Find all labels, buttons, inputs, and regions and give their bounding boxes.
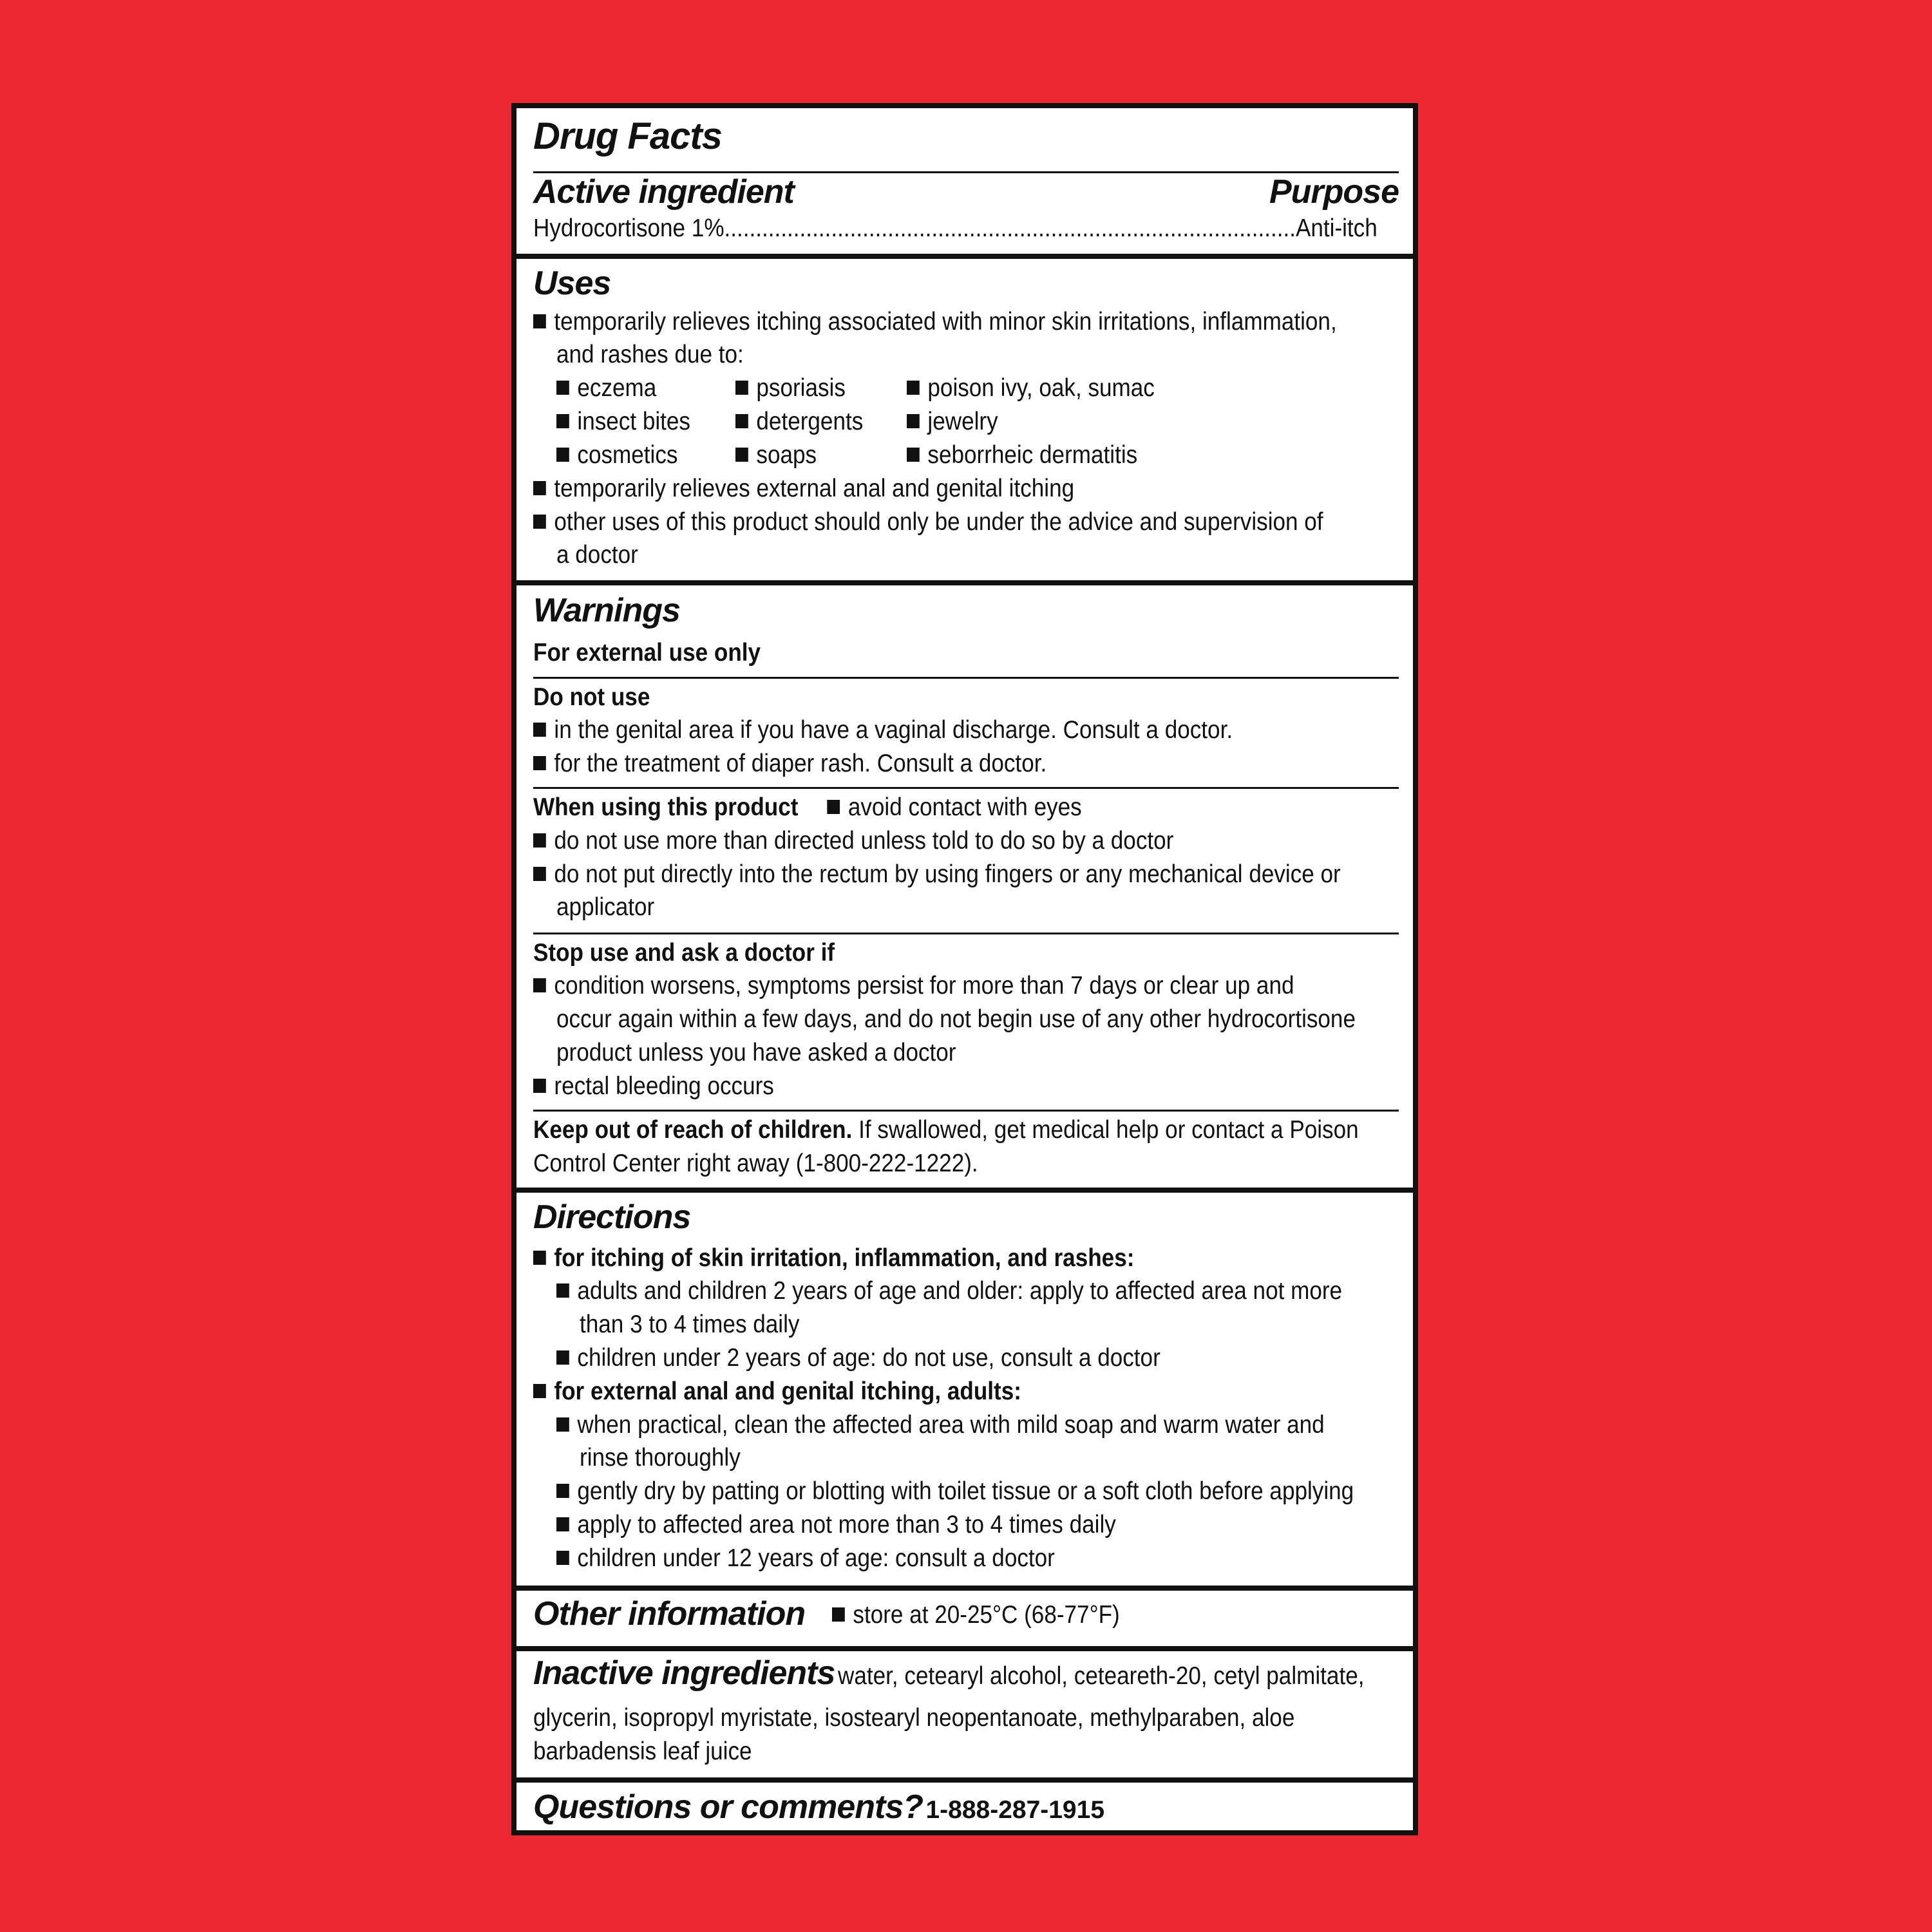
keep-out-heading: Keep out of reach of children. [533,1116,853,1144]
warnings-title: Warnings [533,592,680,629]
bullet-icon [556,1283,569,1298]
bullet-icon [556,381,569,395]
bullet-icon [533,978,546,992]
bullet-icon [533,481,546,495]
section-separator [516,1646,1413,1651]
section-separator [516,254,1413,259]
bullet-icon [556,1350,569,1365]
active-ingredient-label: Active ingredient [533,173,794,211]
bullet-icon [533,1079,546,1093]
section-separator [516,1188,1413,1193]
section-separator [516,1777,1413,1783]
directions-item: for external anal and genital itching, adults: [533,1378,1021,1406]
uses-grid-item: poison ivy, oak, sumac [907,374,1155,402]
uses-grid-item: cosmetics [556,441,677,469]
uses-grid-item: seborrheic dermatitis [907,441,1137,469]
bullet-icon [556,448,569,462]
bullet-icon [556,1484,569,1498]
drug-facts-panel [511,103,1418,1835]
stop-use-heading: Stop use and ask a doctor if [533,939,835,967]
bullet-icon [735,414,748,428]
when-using-row: When using this product avoid contact with eyes [533,793,1082,821]
drug-facts-title: Drug Facts [533,115,722,157]
uses-item: temporarily relieves itching associated with minor skin irritations, inflammation, [533,308,1337,336]
uses-grid-item: psoriasis [735,374,846,402]
bullet-icon [556,414,569,428]
other-information-title: Other information [533,1595,806,1633]
bullet-icon [907,448,920,462]
bullet-icon [533,1251,546,1265]
bullet-icon [533,867,546,881]
warning-item-cont: product unless you have asked a doctor [556,1039,956,1066]
bullet-icon [533,314,546,328]
bullet-icon [556,1551,569,1565]
uses-item: other uses of this product should only be under the advice and supervision of [533,508,1323,536]
bullet-icon [735,448,748,462]
uses-grid-item: detergents [735,408,863,436]
uses-grid-item: eczema [556,374,656,402]
section-separator [516,1586,1413,1591]
directions-subitem-cont: rinse thoroughly [580,1444,741,1472]
bullet-icon [533,723,546,737]
divider [533,1110,1399,1112]
other-information-item: store at 20-25°C (68-77°F) [832,1601,1120,1629]
divider [533,933,1399,934]
inactive-ingredients-cont: glycerin, isopropyl myristate, isostearyl neopentanoate, methylparaben, aloe [533,1704,1295,1732]
warning-item-cont: applicator [556,893,655,921]
active-ingredient-row [533,214,1403,243]
bullet-icon [907,414,920,428]
uses-grid-item: jewelry [907,408,998,436]
directions-subitem: children under 12 years of age: consult a doctor [556,1544,1055,1573]
directions-subitem: when practical, clean the affected area with mild soap and warm water and [556,1411,1325,1439]
uses-item-cont: and rashes due to: [556,341,744,368]
divider [533,787,1399,789]
uses-item: temporarily relieves external anal and genital itching [533,475,1074,503]
directions-title: Directions [533,1198,691,1236]
warning-item: do not use more than directed unless told to do so by a doctor [533,827,1173,855]
bullet-icon [533,833,546,848]
divider [533,677,1399,679]
keep-out-line-cont: Control Center right away (1-800-222-1222). [533,1150,978,1177]
directions-subitem: apply to affected area not more than 3 to 4 times daily [556,1511,1116,1539]
inactive-ingredients-title: Inactive ingredients [533,1654,835,1692]
directions-subitem-cont: than 3 to 4 times daily [580,1311,800,1338]
inactive-ingredients-text: water, cetearyl alcohol, ceteareth-20, cetyl palmitate, [837,1662,1365,1690]
external-use-note: For external use only [533,639,761,667]
purpose-label: Purpose [1269,173,1399,211]
bullet-icon [533,515,546,529]
warning-item-cont: occur again within a few days, and do not begin use of any other hydrocortisone [556,1005,1356,1033]
uses-grid-item: insect bites [556,408,690,436]
keep-out-line: Keep out of reach of children. If swallowed, get medical help or contact a Poison [533,1116,1359,1144]
bullet-icon [533,1384,546,1398]
when-using-heading: When using this product [533,793,799,821]
directions-item: for itching of skin irritation, inflammation, and rashes: [533,1244,1134,1273]
bullet-icon [556,1417,569,1432]
ingredient-purpose: Anti-itch [1295,214,1378,242]
do-not-use-heading: Do not use [533,683,650,711]
directions-subitem: adults and children 2 years of age and older: apply to affected area not more [556,1277,1342,1305]
questions-line [533,1788,1104,1826]
warning-item: condition worsens, symptoms persist for more than 7 days or clear up and [533,972,1294,1000]
ingredient-name: Hydrocortisone 1% [533,214,724,242]
inactive-ingredients-cont: barbadensis leaf juice [533,1738,752,1765]
bullet-icon [533,756,546,770]
bullet-icon [735,381,748,395]
inactive-ingredients-line [533,1654,1423,1692]
section-separator [516,580,1413,585]
bullet-icon [907,381,920,395]
uses-grid-item: soaps [735,441,817,469]
questions-phone: 1-888-287-1915 [925,1796,1105,1824]
bullet-icon [827,800,840,814]
warning-item: do not put directly into the rectum by using fingers or any mechanical device or [533,860,1341,889]
uses-item-cont: a doctor [556,541,638,569]
questions-title: Questions or comments? [533,1788,923,1826]
warning-item: rectal bleeding occurs [533,1072,774,1101]
warning-item: in the genital area if you have a vaginal discharge. Consult a doctor. [533,716,1233,744]
warning-item: for the treatment of diaper rash. Consult a doctor. [533,750,1046,778]
bullet-icon [832,1607,845,1622]
leader-dots: ........................................................................................... [724,214,1296,242]
uses-title: Uses [533,265,611,302]
directions-subitem: children under 2 years of age: do not use, consult a doctor [556,1344,1160,1372]
bullet-icon [556,1517,569,1531]
directions-subitem: gently dry by patting or blotting with toilet tissue or a soft cloth before applying [556,1477,1354,1506]
